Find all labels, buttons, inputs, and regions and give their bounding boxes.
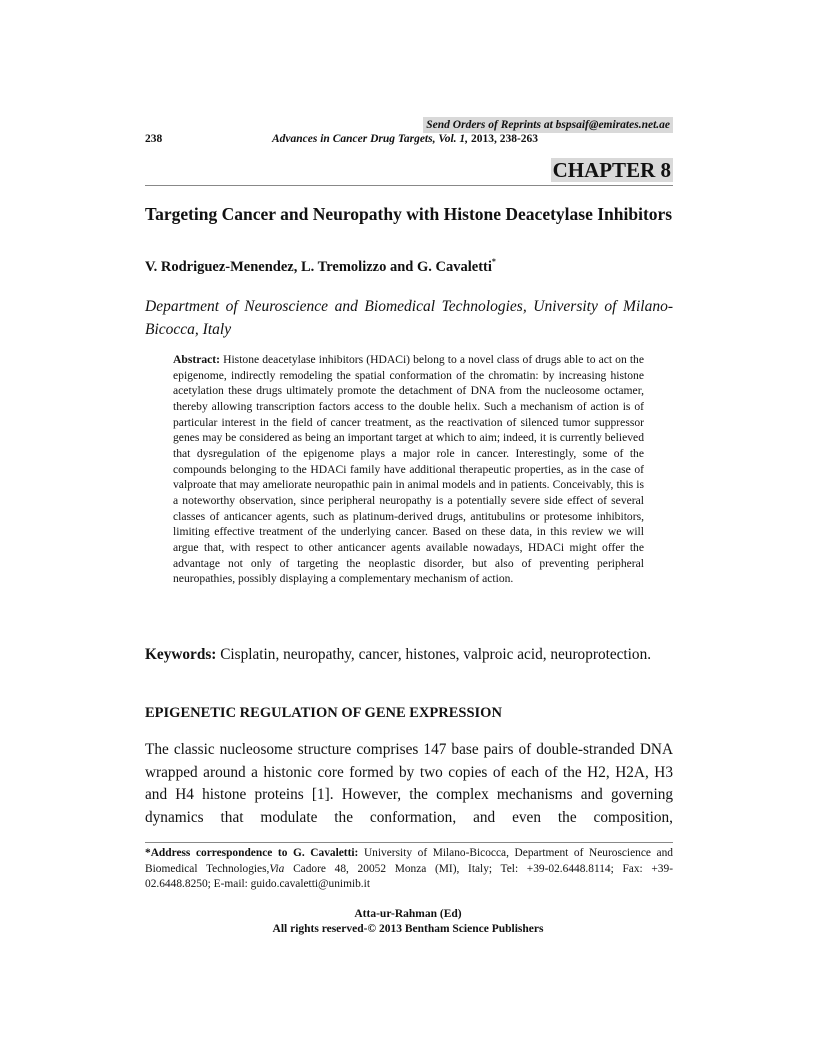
editor-credit: Atta-ur-Rahman (Ed): [354, 908, 462, 920]
footnote-label: *Address correspondence to G. Cavaletti:: [145, 847, 359, 859]
article-title: Targeting Cancer and Neuropathy with Histone Deacetylase Inhibitors: [145, 204, 673, 224]
abstract: [173, 352, 644, 587]
journal-citation: [272, 133, 538, 145]
header-divider: [145, 185, 673, 186]
author-list: [145, 259, 496, 276]
reprint-notice: Send Orders of Reprints at bspsaif@emirates.net.ae: [423, 117, 673, 133]
authors-text: V. Rodriguez-Menendez, L. Tremolizzo and G. Cavaletti: [145, 259, 492, 275]
journal-year-pages: 2013, 238-263: [468, 133, 539, 145]
keywords-text: Cisplatin, neuropathy, cancer, histones, valproic acid, neuroprotection.: [216, 646, 652, 663]
abstract-label: Abstract:: [173, 353, 221, 366]
abstract-text: Histone deacetylase inhibitors (HDACi) belong to a novel class of drugs able to act on the epigenome, indirectly remodeling the spatial conformation of the chromatin: by increasing histone acetylation these drugs ultimately promote the detachment of DNA from the nucleosome octamer, thereby allowing transcription factors access to the double helix. Such a mechanism of action is of particular interest in the field of cancer treatment, as the reactivation of silenced tumor suppressor genes may be considered as being an important target at which to aim; indeed, it is currently believed that dysregulation of the epigenome plays a major role in cancer. Interestingly, some of the compounds belonging to the HDACi family have additional therapeutic properties, as in the case of valproate that may ameliorate neuropathic pain in animal models and in patients. Conceivably, this is a noteworthy observation, since peripheral neuropathy is a potentially severe side effect of several classes of anticancer agents, such as platinum-derived drugs, antitubulins or protesome inhibitors, limiting effective treatment of the underlying cancer. Based on these data, in this review we will argue that, with respect to other anticancer agents available nowadays, HDACi might offer the advantage not only of targeting the neoplastic disorder, but also of preventing peripheral neuropathies, possibly displaying a complementary mechanism of action.: [173, 353, 644, 586]
correspondence-footnote: [145, 846, 673, 893]
body-paragraph: The classic nucleosome structure comprises 147 base pairs of double-stranded DNA wrapped around a histonic core formed by two copies of each of the H2, H2A, H3 and H4 histone proteins [1]. However, the complex mechanisms and governing dynamics that modulate the conformation, and even the composition,: [145, 741, 673, 826]
corresponding-author-mark: *: [491, 257, 496, 266]
footnote-text-1: University of Milano-Bicocca, Department of Neuroscience and Biomedical Technologies,: [145, 847, 673, 875]
footnote-divider: [145, 842, 673, 843]
affiliation: Department of Neuroscience and Biomedical Technologies, University of Milano-Bicocca, Italy: [145, 298, 673, 338]
keywords: [145, 644, 673, 666]
footnote-text-2: Cadore 48, 20052 Monza (MI), Italy; Tel: +39-02.6448.8114; Fax: +39-02.6448.8250; E-mail: guido.cavaletti@unimib.it: [145, 862, 673, 890]
footnote-via: Via: [269, 862, 285, 875]
chapter-label: CHAPTER 8: [552, 158, 671, 182]
section-heading: EPIGENETIC REGULATION OF GENE EXPRESSION: [145, 705, 502, 721]
journal-title: Advances in Cancer Drug Targets, Vol. 1,: [272, 133, 469, 145]
copyright-notice: All rights reserved-© 2013 Bentham Science Publishers: [272, 923, 544, 935]
keywords-label: Keywords:: [145, 646, 217, 663]
page-number: 238: [145, 133, 163, 145]
